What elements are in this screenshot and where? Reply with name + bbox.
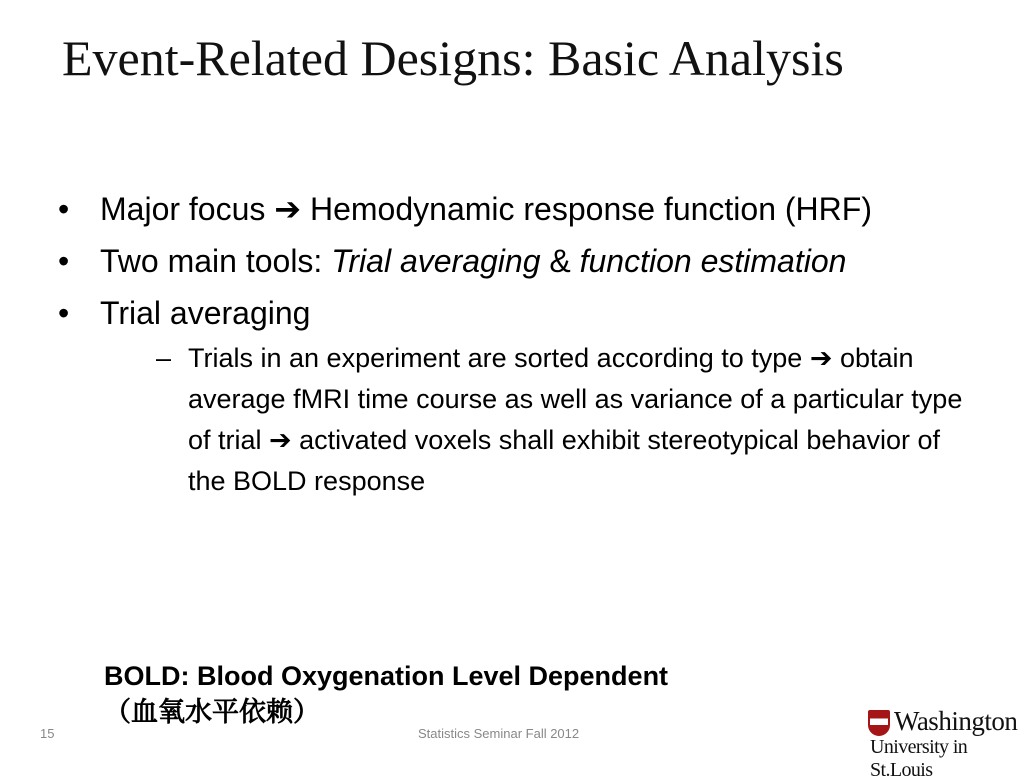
right-arrow-icon: ➔ bbox=[809, 343, 833, 374]
logo-name: Washington bbox=[894, 706, 1018, 736]
bullet-list bbox=[58, 188, 968, 512]
footer-text: Statistics Seminar Fall 2012 bbox=[418, 726, 580, 741]
sub-bullet-text: obtain average fMRI time course as well as variance of a particular type of trial bbox=[188, 343, 963, 455]
sub-bullet-text: activated voxels shall exhibit stereotypical behavior of the BOLD response bbox=[188, 425, 940, 496]
bullet-text: Hemodynamic response function (HRF) bbox=[301, 191, 872, 227]
bullet-marker: • bbox=[58, 243, 70, 279]
bullet-text: Two main tools: bbox=[100, 243, 332, 279]
bullet-text: & bbox=[540, 243, 580, 279]
sub-bullet-marker: – bbox=[156, 343, 172, 373]
sub-bullet-trials bbox=[156, 338, 968, 502]
right-arrow-icon: ➔ bbox=[269, 425, 292, 456]
slide-number: 15 bbox=[40, 726, 55, 741]
bullet-text: Trial averaging bbox=[100, 295, 311, 331]
bullet-text: Major focus bbox=[100, 191, 275, 227]
sub-bullet-text: Trials in an experiment are sorted according to type bbox=[188, 343, 810, 373]
logo-subtitle: University in St.Louis bbox=[870, 736, 968, 781]
bullet-marker: • bbox=[58, 191, 70, 227]
note-chinese: （血氧水平依赖） bbox=[104, 697, 320, 727]
right-arrow-icon: ➔ bbox=[274, 190, 302, 228]
bullet-trial-averaging bbox=[58, 292, 968, 502]
university-logo bbox=[866, 706, 1022, 781]
bullet-two-main-tools bbox=[58, 240, 968, 282]
bullet-major-focus bbox=[58, 188, 968, 230]
bullet-marker: • bbox=[58, 295, 70, 331]
slide-title: Event-Related Designs: Basic Analysis bbox=[62, 30, 844, 86]
note-english: BOLD: Blood Oxygenation Level Dependent bbox=[104, 661, 669, 691]
university-crest-icon bbox=[868, 710, 890, 736]
emphasis-function-estimation: function estimation bbox=[579, 243, 847, 279]
emphasis-trial-averaging: Trial averaging bbox=[331, 243, 541, 279]
bold-definition-note bbox=[104, 658, 864, 730]
